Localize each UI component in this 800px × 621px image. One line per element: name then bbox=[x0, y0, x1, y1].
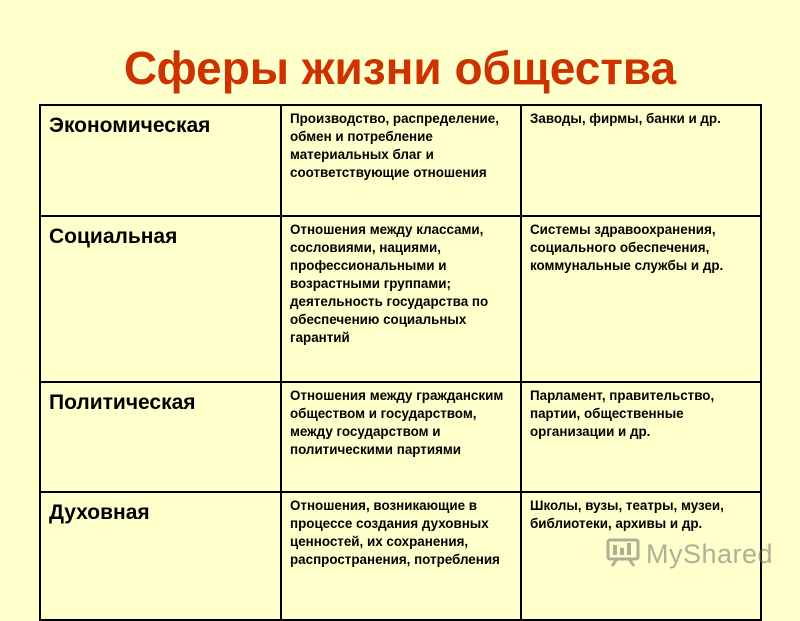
sphere-name-cell: Политическая bbox=[40, 382, 281, 492]
table-row bbox=[40, 216, 761, 382]
sphere-examples-cell: Школы, вузы, театры, музеи, библиотеки, архивы и др. bbox=[521, 492, 761, 620]
sphere-name-cell: Экономическая bbox=[40, 105, 281, 216]
sphere-description-cell: Отношения между классами, сословиями, нациями, профессиональными и возрастными группами; деятельность государства по обеспечению социальных гарантий bbox=[281, 216, 521, 382]
presentation-board-icon bbox=[606, 537, 640, 572]
sphere-description-cell: Производство, распределение, обмен и потребление материальных благ и соответствующие отношения bbox=[281, 105, 521, 216]
sphere-examples-cell: Системы здравоохранения, социального обеспечения, коммунальные службы и др. bbox=[521, 216, 761, 382]
sphere-description-cell: Отношения, возникающие в процессе создания духовных ценностей, их сохранения, распространения, потребления bbox=[281, 492, 521, 620]
sphere-name-cell: Социальная bbox=[40, 216, 281, 382]
table-row bbox=[40, 105, 761, 216]
myshared-watermark bbox=[606, 537, 773, 572]
watermark-text: MyShared bbox=[646, 539, 774, 569]
sphere-examples-cell: Парламент, правительство, партии, общественные организации и др. bbox=[521, 382, 761, 492]
slide-title: Сферы жизни общества bbox=[123, 42, 677, 94]
table-row bbox=[40, 382, 761, 492]
sphere-name-cell: Духовная bbox=[40, 492, 281, 620]
sphere-description-cell: Отношения между гражданским обществом и государством, между государством и политическими партиями bbox=[281, 382, 521, 492]
sphere-examples-cell: Заводы, фирмы, банки и др. bbox=[521, 105, 761, 216]
